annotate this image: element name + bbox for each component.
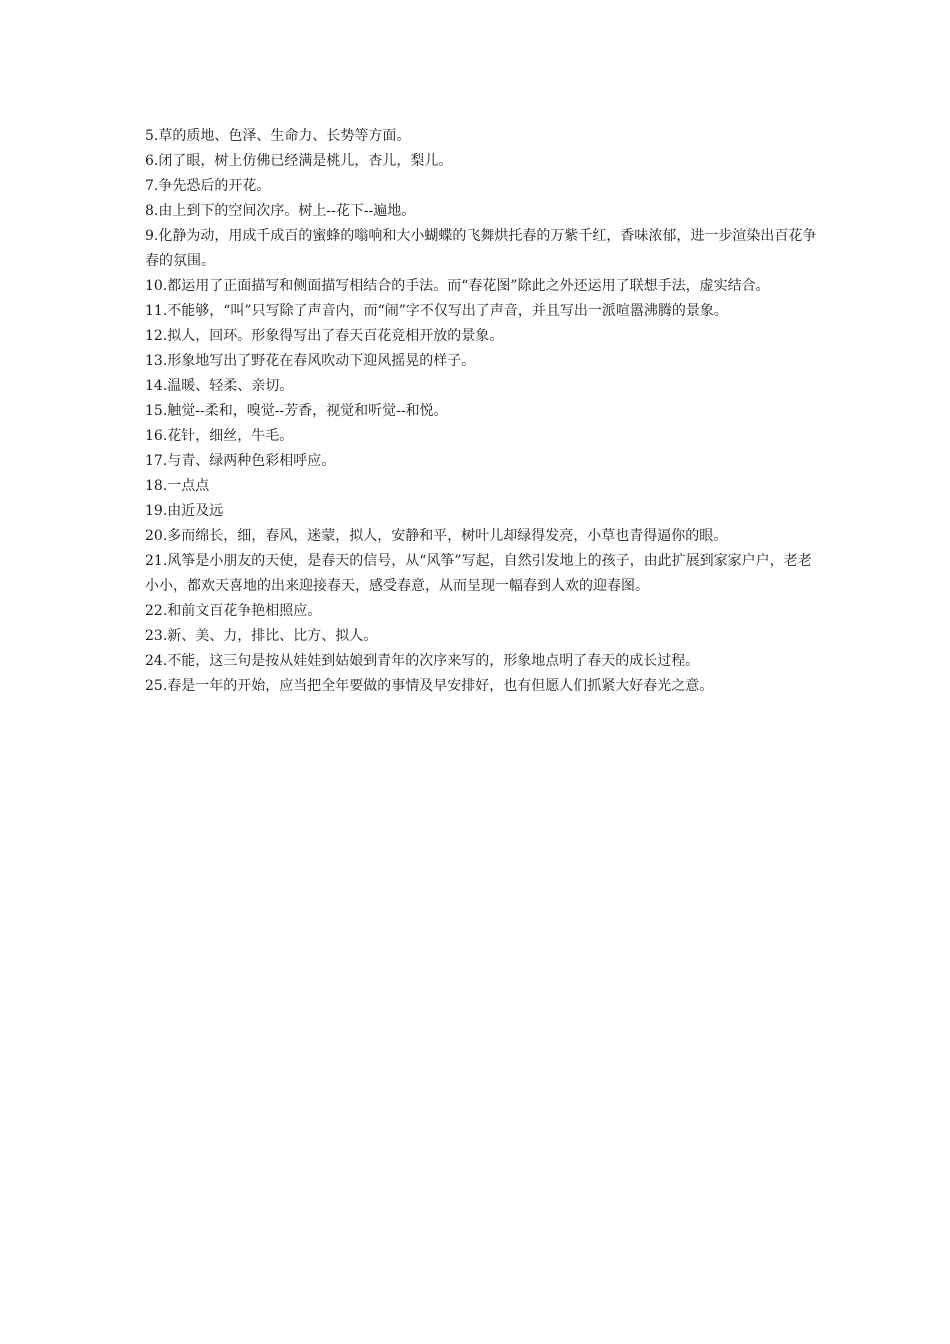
answer-item-15: 15.触觉--柔和，嗅觉--芳香，视觉和听觉--和悦。 — [145, 403, 448, 419]
answer-item-8: 8.由上到下的空间次序。树上--花下--遍地。 — [145, 203, 416, 219]
answer-item-23: 23.新、美、力，排比、比方、拟人。 — [145, 628, 378, 644]
answer-item-19: 19.由近及远 — [145, 503, 224, 519]
answer-item-11: 11.不能够，“叫”只写除了声音内，而“闹”字不仅写出了声音，并且写出一派喧嚣沸腾的景象。 — [145, 303, 728, 319]
answer-item-18: 18.一点点 — [145, 478, 210, 494]
answer-item-7: 7.争先恐后的开花。 — [145, 178, 271, 194]
answer-item-5: 5.草的质地、色泽、生命力、长势等方面。 — [145, 128, 411, 144]
answer-item-17: 17.与青、绿两种色彩相呼应。 — [145, 453, 336, 469]
answer-item-24: 24.不能，这三句是按从娃娃到姑娘到青年的次序来写的，形象地点明了春天的成长过程。 — [145, 653, 700, 669]
answer-item-22: 22.和前文百花争艳相照应。 — [145, 603, 322, 619]
answer-item-14: 14.温暖、轻柔、亲切。 — [145, 378, 294, 394]
answer-item-6: 6.闭了眼，树上仿佛已经满是桃儿，杏儿，梨儿。 — [145, 153, 453, 169]
answer-item-21: 21.风筝是小朋友的天使，是春天的信号，从“风筝”写起，自然引发地上的孩子，由此扩展到家家户户，老老小小，都欢天喜地的出来迎接春天，感受春意，从而呈现一幅春到人欢的迎春图。 — [145, 553, 812, 594]
answer-item-10: 10.都运用了正面描写和侧面描写相结合的手法。而“春花图”除此之外还运用了联想手法，虚实结合。 — [145, 278, 770, 294]
answer-item-16: 16.花针，细丝，牛毛。 — [145, 428, 294, 444]
answer-item-12: 12.拟人，回环。形象得写出了春天百花竞相开放的景象。 — [145, 328, 504, 344]
answer-list — [145, 124, 825, 699]
answer-item-20: 20.多而绵长，细，春风，迷蒙，拟人，安静和平，树叶儿却绿得发亮，小草也青得逼你的眼。 — [145, 528, 728, 544]
answer-item-13: 13.形象地写出了野花在春风吹动下迎风摇晃的样子。 — [145, 353, 476, 369]
answer-item-25: 25.春是一年的开始，应当把全年要做的事情及早安排好，也有但愿人们抓紧大好春光之意。 — [145, 678, 714, 694]
answer-item-9: 9.化静为动，用成千成百的蜜蜂的嗡响和大小蝴蝶的飞舞烘托春的万紫千红，香味浓郁，进一步渲染出百花争春的氛围。 — [145, 228, 817, 269]
